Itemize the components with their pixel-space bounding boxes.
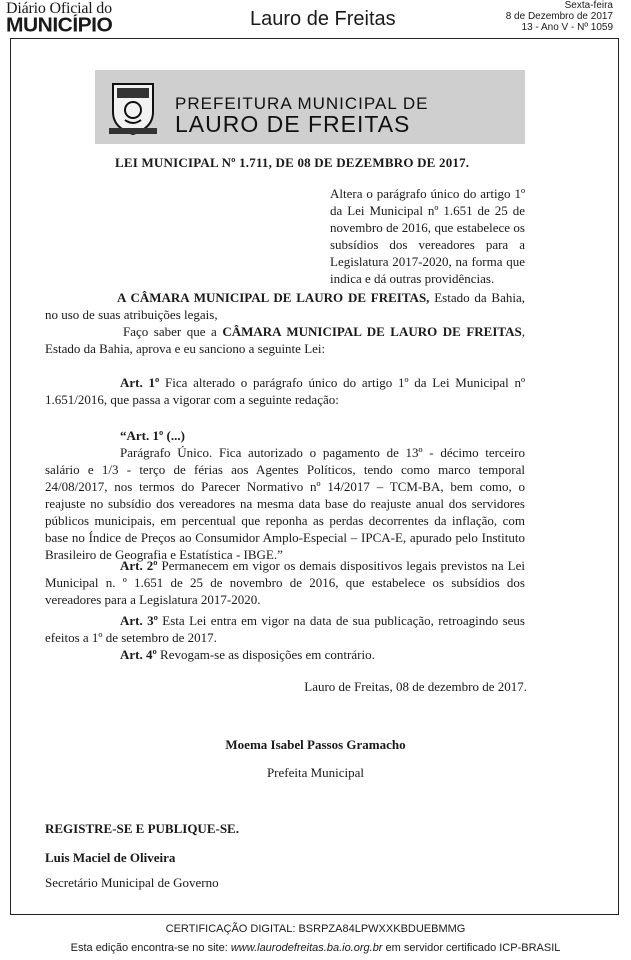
intro-2-text: , Estado da Bahia, aprova e eu sanciono a seguinte Lei:: [45, 324, 525, 356]
logo-line1: PREFEITURA MUNICIPAL DE: [175, 94, 429, 113]
article-3: [45, 612, 525, 646]
edition-weekday: Sexta-feira: [564, 0, 613, 11]
article-1-text: Fica alterado o parágrafo único do artigo 1º da Lei Municipal nº 1.651/2016, que passa a vigorar com a seguinte redação:: [45, 375, 526, 407]
quote-text: Parágrafo Único. Fica autorizado o pagamento de 13º - décimo terceiro salário e 1/3 - terço de férias aos Agentes Políticos, tendo como marco temporal 24/08/2017, nos termos do Parecer Normativo nº 14/2017 – TCM-BA, bem como, o reajuste no subsídio dos vereadores na mesma data base do reajuste anual dos servidores públicos municipais, em percentual que reponha as perdas decorrentes da inflação, com base no Índice de Preços ao Consumidor Amplo-Especial – IPCA-E, apurado pelo Instituto Brasileiro de Geografia e Estatística - IBGE.”: [45, 445, 525, 562]
site-link[interactable]: www.laurodefreitas.ba.io.org.br: [230, 942, 383, 954]
site-notice: [0, 942, 631, 954]
masthead-city: Lauro de Freitas: [250, 8, 396, 30]
certification-line: CERTIFICAÇÃO DIGITAL: BSRPZA84LPWXXKBDUEBMMG: [165, 923, 466, 935]
edition-issue: 13 - Ano V - Nº 1059: [521, 22, 613, 33]
registre-publique: REGISTRE-SE E PUBLIQUE-SE.: [45, 821, 239, 836]
article-4-label: Art. 4º: [120, 647, 157, 662]
article-2-text: Permanecem em vigor os demais dispositivos legais previstos na Lei Municipal n. º 1.651 de 25 de novembro de 2016, que estabelece os subsídios dos vereadores para a Legislatura 2017-2020.: [45, 558, 525, 607]
intro-1-text: Estado da Bahia, no uso de suas atribuições legais,: [45, 290, 525, 322]
coat-of-arms-icon: [105, 78, 161, 138]
article-1: [45, 374, 525, 408]
article-1-label: Art. 1º: [120, 375, 160, 390]
edition-date: 8 de Dezembro de 2017: [505, 11, 613, 22]
intro-2-prefix: Faço saber que a: [123, 324, 223, 339]
masthead-title-line2: MUNICÍPIO: [6, 14, 113, 37]
article-3-label: Art. 3º: [120, 613, 158, 628]
article-4: [45, 646, 525, 663]
intro-paragraph-1: [45, 289, 525, 323]
logo-line2: LAURO DE FREITAS: [175, 111, 411, 137]
signer-1-role: Prefeita Municipal: [266, 765, 365, 780]
article-3-text: Esta Lei entra em vigor na data de sua publicação, retroagindo seus efeitos a 1º de setembro de 2017.: [45, 613, 525, 645]
article-2-label: Art. 2º: [120, 558, 158, 573]
masthead-title-line1: Diário Oficial do: [6, 0, 112, 17]
intro-2-chamber: CÂMARA MUNICIPAL DE LAURO DE FREITAS: [222, 324, 522, 339]
signer-2-name: Luis Maciel de Oliveira: [45, 850, 176, 865]
quote-paragraph: [45, 444, 525, 563]
site-notice-suffix: em servidor certificado ICP-BRASIL: [382, 942, 561, 954]
masthead: [0, 0, 631, 36]
signer-2-role: Secretário Municipal de Governo: [45, 875, 219, 890]
quote-label: “Art. 1º (...): [120, 428, 185, 443]
law-title: LEI MUNICIPAL Nº 1.711, DE 08 DE DEZEMBRO DE 2017.: [115, 155, 470, 170]
signer-1-name: Moema Isabel Passos Gramacho: [225, 737, 406, 752]
place-date: Lauro de Freitas, 08 de dezembro de 2017.: [304, 679, 527, 694]
law-ementa: Altera o parágrafo único do artigo 1º da Lei Municipal nº 1.651 de 25 de novembro de 2016, que estabelece os subsídios dos vereadores para a Legislatura 2017-2020, na forma que indica e dá outras providências.: [330, 186, 525, 286]
edition-info: [506, 0, 613, 33]
article-4-text: Revogam-se as disposições em contrário.: [156, 647, 375, 662]
site-notice-prefix: Esta edição encontra-se no site:: [70, 942, 231, 954]
intro-chamber-name: A CÂMARA MUNICIPAL DE LAURO DE FREITAS,: [117, 290, 430, 305]
prefeitura-logo: [95, 70, 525, 144]
article-2: [45, 557, 525, 608]
intro-paragraph-2: [45, 323, 525, 357]
